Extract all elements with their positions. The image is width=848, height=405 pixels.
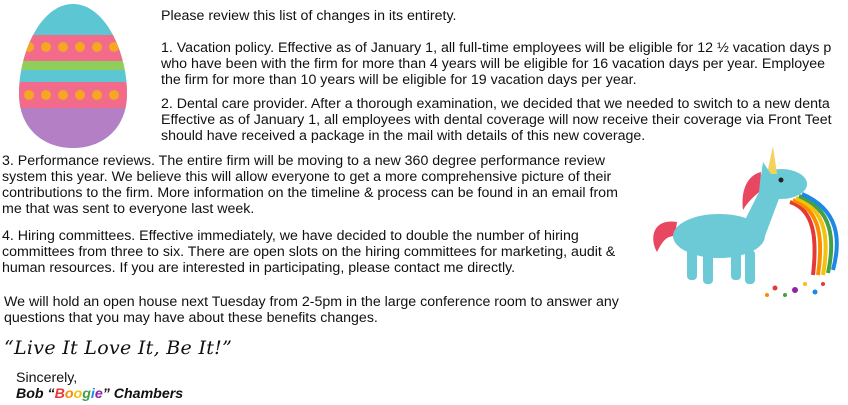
signature-first: Bob — [16, 386, 48, 402]
signature — [16, 386, 183, 402]
motto-quote: “Live It Love It, Be It!” — [4, 337, 233, 359]
item-line: the firm for more than 10 years will be eligible for 19 vacation days per year. — [161, 72, 637, 88]
item-line: me that was sent to everyone last week. — [2, 201, 255, 217]
item-dental-care — [161, 96, 832, 144]
item-line: should have received a package in the mail with details of this new coverage. — [161, 128, 646, 144]
item-line: 1. Vacation policy. Effective as of January 1, all full-time employees will be eligible for 12 ½ vacation days p — [161, 40, 832, 56]
item-line: system this year. We believe this will allow everyone to get a more comprehensive picture of their — [2, 169, 612, 185]
easter-egg-illustration — [17, 2, 129, 150]
nickname-letter: g — [82, 386, 91, 402]
nickname-letter: B — [54, 386, 65, 402]
item-line: 3. Performance reviews. The entire firm will be moving to a new 360 degree performance review — [2, 153, 605, 169]
signature-close-quote: ” — [102, 386, 110, 402]
nickname-letter: e — [94, 386, 103, 402]
signature-open-quote: “ — [47, 386, 55, 402]
item-line: 2. Dental care provider. After a thorough examination, we decided that we needed to switch to a new denta — [161, 96, 830, 112]
item-line: 4. Hiring committees. Effective immediately, we have decided to double the number of hiring — [2, 228, 579, 244]
open-house-text — [4, 294, 619, 326]
open-house-line: We will hold an open house next Tuesday from 2-5pm in the large conference room to answer any — [4, 294, 619, 310]
signature-last: Chambers — [109, 386, 184, 402]
item-line: Effective as of January 1, all employees with dental coverage will now receive their coverage via Front Teet — [161, 112, 832, 128]
rainbow-unicorn-illustration — [645, 140, 845, 300]
nickname-letter: i — [90, 386, 95, 402]
item-performance-reviews — [2, 153, 618, 217]
open-house-line: questions that you may have about these benefits changes. — [4, 310, 378, 326]
intro-text: Please review this list of changes in its entirety. — [161, 8, 457, 24]
item-line: contributions to the firm. More information on the timeline & process can be found in an email from — [2, 185, 618, 201]
item-hiring-committees — [2, 228, 615, 276]
item-line: committees from three to six. There are open slots on the hiring committees for marketing, audit & — [2, 244, 616, 260]
nickname-letter: o — [64, 386, 74, 402]
item-line: human resources. If you are interested in participating, please contact me directly. — [2, 260, 516, 276]
signature-nickname — [55, 386, 103, 402]
nickname-letter: o — [73, 386, 83, 402]
item-vacation-policy — [161, 40, 831, 88]
item-line: who have been with the firm for more than 4 years will be eligible for 16 vacation days per year. Employee — [161, 56, 826, 72]
closing-text: Sincerely, — [16, 370, 78, 386]
